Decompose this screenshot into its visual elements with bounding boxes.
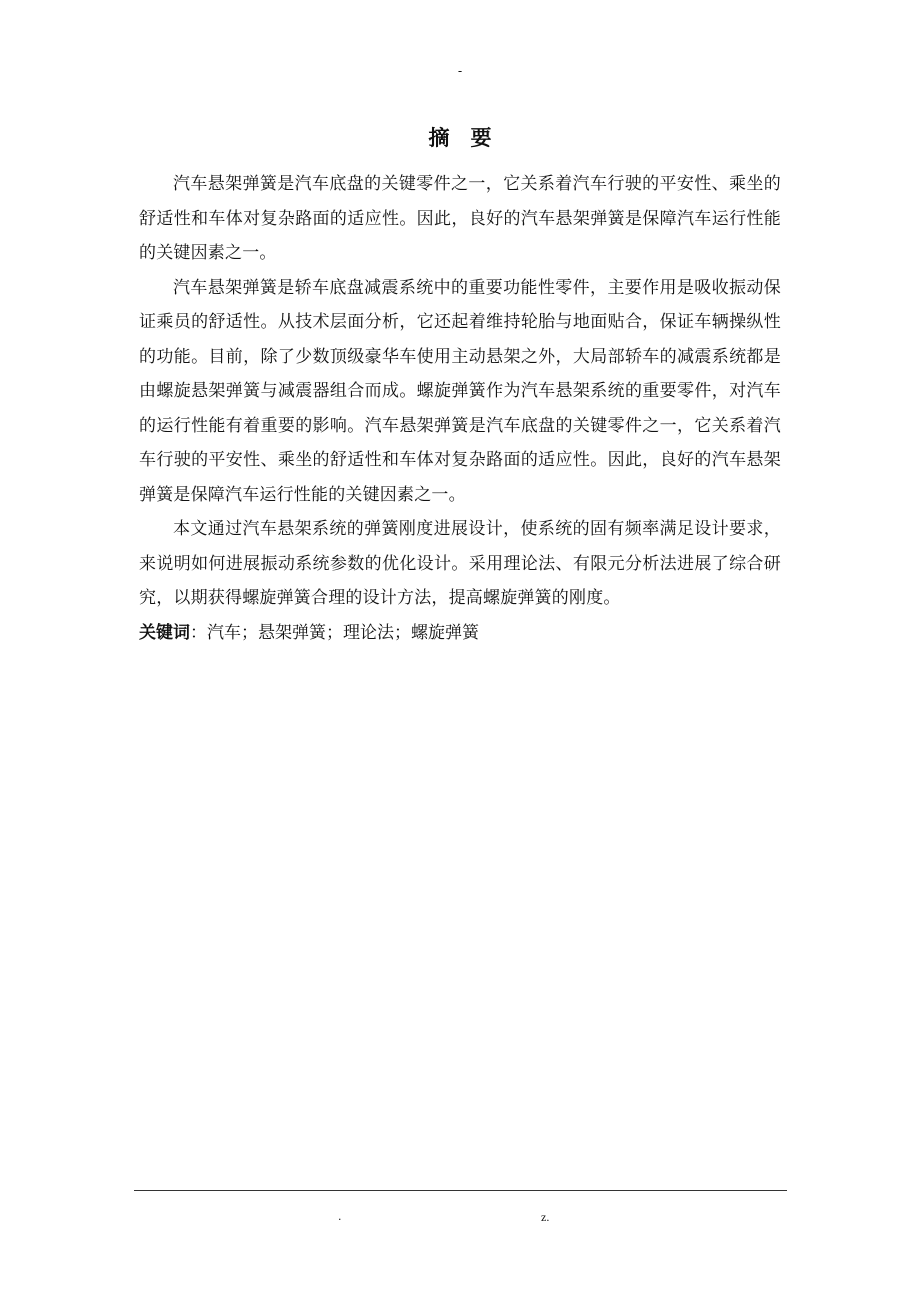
keywords-label: 关键词 xyxy=(139,622,190,643)
abstract-body xyxy=(139,167,781,650)
abstract-paragraph-2: 汽车悬架弹簧是轿车底盘减震系统中的重要功能性零件，主要作用是吸收振动保证乘员的舒适性。从技术层面分析，它还起着维持轮胎与地面贴合，保证车辆操纵性的功能。目前，除了少数顶级豪华车使用主动悬架之外，大局部轿车的减震系统都是由螺旋悬架弹簧与减震器组合而成。螺旋弹簧作为汽车悬架系统的重要零件，对汽车的运行性能有着重要的影响。汽车悬架弹簧是汽车底盘的关键零件之一，它关系着汽车行驶的平安性、乘坐的舒适性和车体对复杂路面的适应性。因此，良好的汽车悬架弹簧是保障汽车运行性能的关键因素之一。 xyxy=(139,277,781,505)
keywords-line xyxy=(139,616,781,651)
footer-divider xyxy=(134,1190,787,1191)
keywords-text: 汽车；悬架弹簧；理论法；螺旋弹簧 xyxy=(207,622,479,643)
page-header-mark: - xyxy=(457,64,463,78)
abstract-paragraph-1: 汽车悬架弹簧是汽车底盘的关键零件之一，它关系着汽车行驶的平安性、乘坐的舒适性和车体对复杂路面的适应性。因此，良好的汽车悬架弹簧是保障汽车运行性能的关键因素之一。 xyxy=(139,174,781,263)
abstract-paragraph-3: 本文通过汽车悬架系统的弹簧刚度进展设计，使系统的固有频率满足设计要求，来说明如何进展振动系统参数的优化设计。采用理论法、有限元分析法进展了综合研究，以期获得螺旋弹簧合理的设计方法，提高螺旋弹簧的刚度。 xyxy=(139,519,781,608)
keywords-separator: ： xyxy=(190,622,207,643)
page-title: 摘要 xyxy=(428,126,513,150)
footer-right-mark: z. xyxy=(541,1210,550,1224)
footer-left-mark: . xyxy=(338,1210,342,1223)
